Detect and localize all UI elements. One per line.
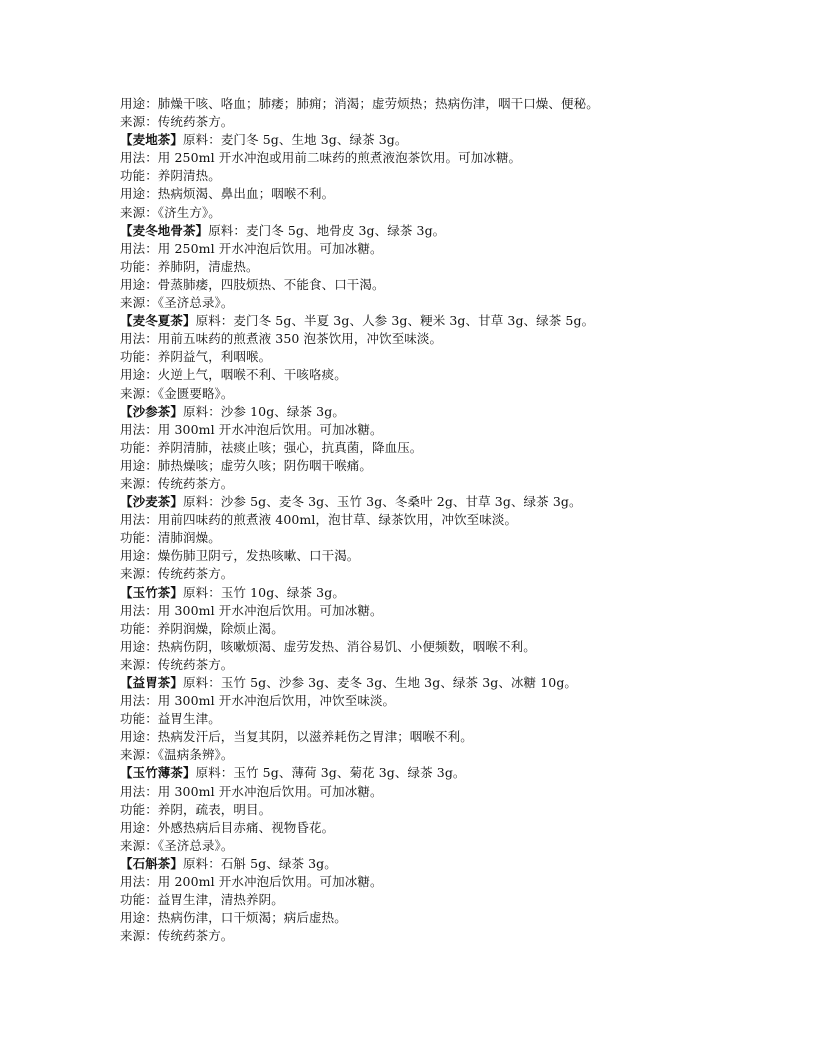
text-line xyxy=(120,656,740,674)
text-line xyxy=(120,185,740,203)
line-text: 来源：传统药茶方。 xyxy=(120,928,234,944)
text-line xyxy=(120,421,740,439)
text-line xyxy=(120,547,740,565)
text-line xyxy=(120,167,740,185)
line-text: 来源：传统药茶方。 xyxy=(120,475,234,491)
recipe-title: 【麦地茶】 xyxy=(120,132,184,148)
line-text: 原料：沙参 10g、绿茶 3g。 xyxy=(183,403,345,419)
text-line xyxy=(120,95,740,113)
text-line xyxy=(120,276,740,294)
line-text: 用法：用 300ml 开水冲泡后饮用。可加冰糖。 xyxy=(120,602,383,618)
line-text: 用法：用 300ml 开水冲泡后饮用。可加冰糖。 xyxy=(120,421,383,437)
text-line xyxy=(120,620,740,638)
line-text: 功能：养阴，疏表，明目。 xyxy=(120,801,272,817)
line-text: 来源：传统药茶方。 xyxy=(120,656,234,672)
line-text: 功能：清肺润燥。 xyxy=(120,530,221,546)
recipe-title: 【沙麦茶】 xyxy=(120,494,184,510)
text-line xyxy=(120,258,740,276)
text-line xyxy=(120,801,740,819)
text-line xyxy=(120,439,740,457)
line-text: 用途：肺燥干咳、咯血；肺痿；肺痈；消渴；虚劳烦热；热病伤津，咽干口燥、便秘。 xyxy=(120,96,599,111)
line-text: 原料：麦门冬 5g、半夏 3g、人参 3g、粳米 3g、甘草 3g、绿茶 5g。 xyxy=(195,313,595,329)
text-line xyxy=(120,692,740,710)
recipe-heading-line xyxy=(120,131,740,149)
text-line xyxy=(120,927,740,945)
recipe-heading-line xyxy=(120,855,740,873)
text-line xyxy=(120,385,740,403)
text-line xyxy=(120,728,740,746)
text-line xyxy=(120,204,740,222)
text-line xyxy=(120,240,740,258)
text-line xyxy=(120,348,740,366)
recipe-heading-line xyxy=(120,312,740,330)
line-text: 功能：养阴润燥，除烦止渴。 xyxy=(120,620,284,636)
line-text: 用法：用前四味药的煎煮液 400ml，泡甘草、绿茶饮用，冲饮至味淡。 xyxy=(120,512,518,528)
recipe-title: 【石斛茶】 xyxy=(120,855,184,871)
line-text: 用途：骨蒸肺痿，四肢烦热、不能食、口干渴。 xyxy=(120,276,385,292)
line-text: 原料：玉竹 5g、沙参 3g、麦冬 3g、生地 3g、绿茶 3g、冰糖 10g。 xyxy=(183,675,578,690)
line-text: 功能：养阴益气，利咽喉。 xyxy=(120,349,272,365)
line-text: 原料：玉竹 5g、薄荷 3g、菊花 3g、绿茶 3g。 xyxy=(195,765,466,781)
line-text: 用途：火逆上气，咽喉不利、干咳咯痰。 xyxy=(120,367,347,383)
line-text: 原料：玉竹 10g、绿茶 3g。 xyxy=(183,584,345,600)
recipe-title: 【麦冬夏茶】 xyxy=(120,313,196,329)
line-text: 用途：外感热病后目赤痛、视物昏花。 xyxy=(120,819,335,835)
document-page xyxy=(120,95,740,945)
line-text: 来源：《圣济总录》。 xyxy=(120,295,234,311)
recipe-heading-line xyxy=(120,403,740,421)
recipe-heading-line xyxy=(120,222,740,240)
text-line xyxy=(120,783,740,801)
line-text: 用途：热病烦渴、鼻出血；咽喉不利。 xyxy=(120,186,335,202)
line-text: 来源：《金匮要略》。 xyxy=(120,385,234,401)
text-line xyxy=(120,909,740,927)
text-line xyxy=(120,149,740,167)
text-line xyxy=(120,113,740,131)
line-text: 用途：热病伤阴，咳嗽烦渴、虚劳发热、消谷易饥、小便频数，咽喉不利。 xyxy=(120,638,536,654)
text-line xyxy=(120,475,740,493)
line-text: 功能：益胃生津，清热养阴。 xyxy=(120,892,284,908)
text-line xyxy=(120,294,740,312)
line-text: 原料：石斛 5g、绿茶 3g。 xyxy=(183,855,337,871)
recipe-title: 【益胃茶】 xyxy=(120,675,184,690)
line-text: 用法：用 200ml 开水冲泡后饮用。可加冰糖。 xyxy=(120,874,383,890)
text-line xyxy=(120,366,740,384)
text-line xyxy=(120,602,740,620)
line-text: 用法：用 300ml 开水冲泡后饮用。可加冰糖。 xyxy=(120,783,383,799)
text-line xyxy=(120,330,740,348)
line-text: 用途：热病伤津，口干烦渴；病后虚热。 xyxy=(120,910,347,926)
line-text: 来源：传统药茶方。 xyxy=(120,566,234,582)
text-line xyxy=(120,746,740,764)
line-text: 用途：热病发汗后，当复其阴，以滋养耗伤之胃津；咽喉不利。 xyxy=(120,729,473,745)
recipe-title: 【沙参茶】 xyxy=(120,403,184,419)
text-line xyxy=(120,457,740,475)
line-text: 来源：《温病条辨》。 xyxy=(120,747,234,763)
text-line xyxy=(120,891,740,909)
line-text: 用途：燥伤肺卫阴亏，发热咳嗽、口干渴。 xyxy=(120,548,360,564)
recipe-heading-line xyxy=(120,584,740,602)
line-text: 原料：麦门冬 5g、生地 3g、绿茶 3g。 xyxy=(183,132,408,148)
line-text: 来源：《济生方》。 xyxy=(120,204,221,220)
recipe-heading-line xyxy=(120,764,740,782)
line-text: 原料：沙参 5g、麦冬 3g、玉竹 3g、冬桑叶 2g、甘草 3g、绿茶 3g。 xyxy=(183,494,582,510)
line-text: 用法：用 250ml 开水冲泡后饮用。可加冰糖。 xyxy=(120,240,383,256)
text-line xyxy=(120,638,740,656)
line-text: 来源：传统药茶方。 xyxy=(120,114,234,130)
line-text: 用法：用前五味药的煎煮液 350 泡茶饮用，冲饮至味淡。 xyxy=(120,331,443,347)
line-text: 功能：养阴清肺，祛痰止咳；强心，抗真菌，降血压。 xyxy=(120,439,423,455)
text-line xyxy=(120,819,740,837)
line-text: 功能：养阴清热。 xyxy=(120,168,221,184)
recipe-title: 【玉竹茶】 xyxy=(120,584,184,600)
recipe-title: 【麦冬地骨茶】 xyxy=(120,222,209,238)
line-text: 功能：益胃生津。 xyxy=(120,711,221,727)
recipe-heading-line xyxy=(120,493,740,511)
text-line xyxy=(120,837,740,855)
line-text: 用法：用 250ml 开水冲泡或用前二味药的煎煮液泡茶饮用。可加冰糖。 xyxy=(120,150,522,166)
text-line xyxy=(120,710,740,728)
text-line xyxy=(120,511,740,529)
line-text: 用法：用 300ml 开水冲泡后饮用，冲饮至味淡。 xyxy=(120,693,396,709)
line-text: 功能：养肺阴，清虚热。 xyxy=(120,258,259,274)
line-text: 来源：《圣济总录》。 xyxy=(120,837,234,853)
text-line xyxy=(120,529,740,547)
text-line xyxy=(120,873,740,891)
recipe-title: 【玉竹薄茶】 xyxy=(120,765,196,781)
recipe-heading-line xyxy=(120,674,740,692)
line-text: 原料：麦门冬 5g、地骨皮 3g、绿茶 3g。 xyxy=(208,222,446,238)
line-text: 用途：肺热燥咳；虚劳久咳；阴伤咽干喉痛。 xyxy=(120,457,373,473)
text-line xyxy=(120,565,740,583)
